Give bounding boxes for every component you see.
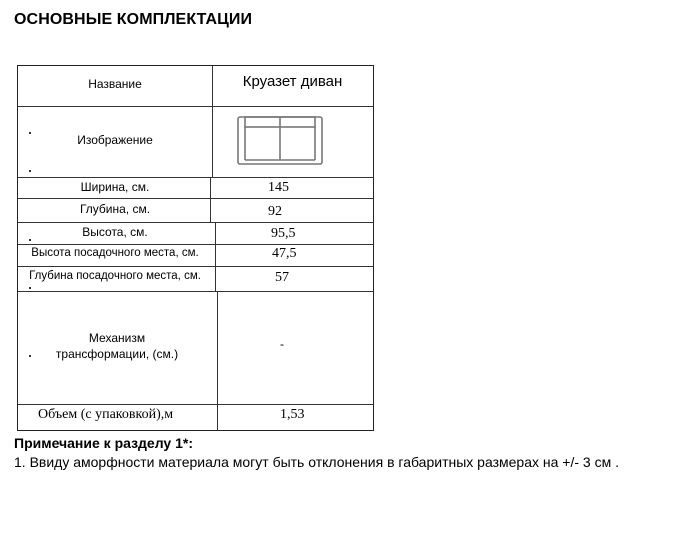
row-label-height: Высота, см. bbox=[82, 225, 148, 239]
row-label-mechanism-line2: трансформации, (см.) bbox=[55, 347, 179, 361]
table-divider bbox=[18, 291, 373, 292]
row-label-volume: Объем (с упаковкой),м bbox=[38, 407, 174, 422]
column-divider bbox=[217, 291, 218, 431]
dot-mark bbox=[29, 170, 31, 172]
dot-mark bbox=[29, 355, 31, 357]
row-value-width: 145 bbox=[268, 180, 289, 195]
row-label-mechanism-line1: Механизм bbox=[88, 331, 146, 345]
row-value-volume: 1,53 bbox=[280, 407, 305, 422]
row-label-seat-depth: Глубина посадочного места, см. bbox=[29, 270, 201, 282]
table-divider bbox=[18, 198, 373, 199]
specs-table bbox=[17, 65, 374, 431]
row-label-image: Изображение bbox=[77, 133, 153, 147]
dot-mark bbox=[29, 287, 31, 289]
row-value-seat-depth: 57 bbox=[275, 270, 289, 285]
row-label-width: Ширина, см. bbox=[80, 180, 150, 194]
note-title: Примечание к разделу 1*: bbox=[14, 435, 193, 451]
sofa-icon bbox=[237, 116, 323, 171]
column-divider bbox=[215, 222, 216, 292]
row-label-seat-height: Высота посадочного места, см. bbox=[31, 247, 199, 259]
table-divider bbox=[18, 244, 373, 245]
row-value-mechanism: - bbox=[280, 337, 284, 351]
header-label: Название bbox=[88, 77, 142, 91]
note-text: 1. Ввиду аморфности материала могут быть отклонения в габаритных размерах на +/- 3 см . bbox=[14, 454, 619, 470]
table-divider bbox=[18, 106, 373, 107]
table-divider bbox=[18, 266, 373, 267]
table-divider bbox=[18, 404, 373, 405]
row-value-height: 95,5 bbox=[271, 226, 296, 241]
dot-mark bbox=[29, 239, 31, 241]
dot-mark bbox=[29, 132, 31, 134]
table-divider bbox=[18, 177, 373, 178]
table-divider bbox=[18, 222, 373, 223]
row-value-depth: 92 bbox=[268, 204, 282, 219]
header-product-name: Круазет диван bbox=[242, 73, 343, 90]
row-label-depth: Глубина, см. bbox=[79, 202, 151, 216]
page-title: ОСНОВНЫЕ КОМПЛЕКТАЦИИ bbox=[14, 11, 253, 28]
row-value-seat-height: 47,5 bbox=[272, 246, 297, 261]
